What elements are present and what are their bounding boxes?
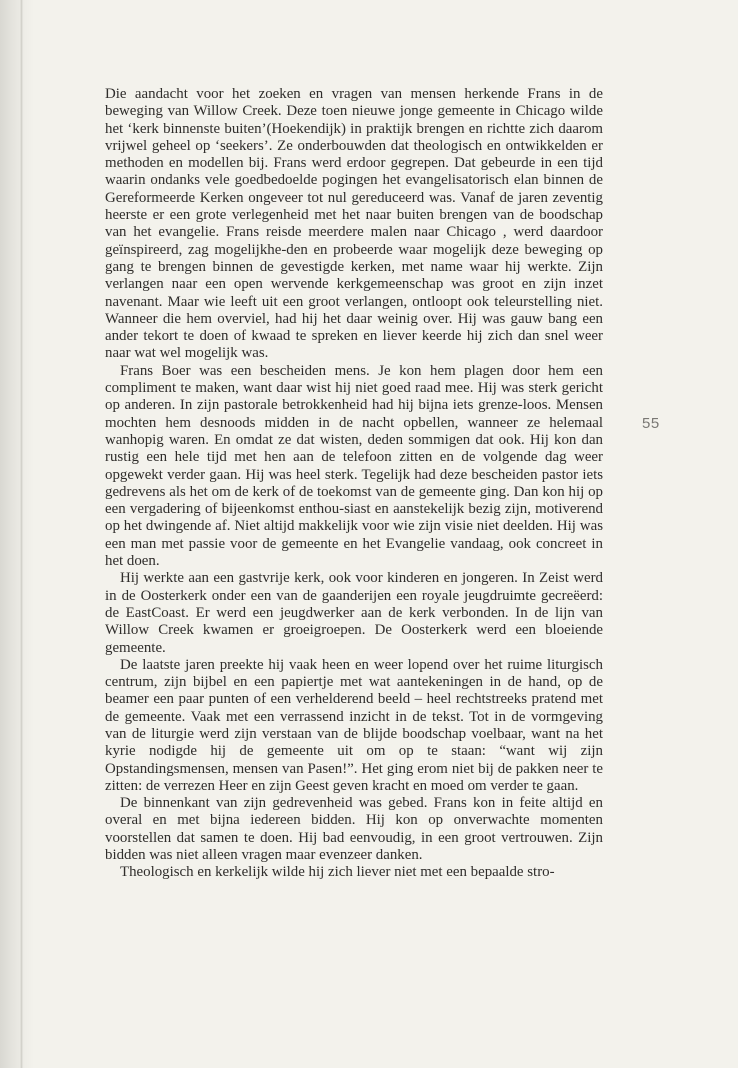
paragraph-gebed: De binnenkant van zijn gedrevenheid was gebed. Frans kon in feite altijd en overal en met bijna iedereen bidden. Hij kon op onverwachte momenten voorstellen dat samen te doen. Hij bad eenvoudig, in een groot vertrouwen. Zijn bidden was niet alleen vragen maar evenzeer danken.: [105, 795, 603, 864]
page-binding-line: [20, 0, 23, 1068]
paragraph-theologisch: Theologisch en kerkelijk wilde hij zich liever niet met een bepaalde stro-: [120, 864, 555, 881]
paragraph-bescheiden-mens: Frans Boer was een bescheiden mens. Je kon hem plagen door hem een compliment te maken, want daar wist hij niet goed raad mee. Hij was sterk gericht op anderen. In zijn pastorale betrokkenheid had hij bijna iets grenze-loos. Mensen mochten hem desnoods midden in de nacht opbellen, wanneer ze helemaal wanhopig waren. En omdat ze dat wisten, deden sommigen dat ook. Hij kon dan rustig een hele tijd met hen aan de telefoon zitten en de volgende dag weer opgewekt verder gaan. Hij was heel sterk. Tegelijk had deze bescheiden pastor iets gedrevens als het om de kerk of de toekomst van de gemeente ging. Dan kon hij op een vergadering of bijeenkomst enthou-siast en aanstekelijk bezig zijn, motiverend op het dwingende af. Niet altijd makkelijk voor wie zijn visie niet deelden. Hij was een man met passie voor de gemeente en het Evangelie vandaag, ook concreet in het doen.: [105, 362, 603, 570]
paragraph-preken: De laatste jaren preekte hij vaak heen en weer lopend over het ruime liturgisch centrum, zijn bijbel en een papiertje met wat aantekeningen in de hand, op de beamer een paar punten of een verhelderend beeld – heel rechtstreeks pratend met de gemeente. Vaak met een verrassend inzicht in de tekst. Tot in de vormgeving van de liturgie werd zijn verstaan van de blijde boodschap voelbaar, want na het kyrie nodigde hij de gemeente uit om op te staan: “want wij zijn Opstandingsmensen, mensen van Pasen!”. Het ging erom niet bij de pakken neer te zitten: de verrezen Heer en zijn Geest geven kracht en moed om verder te gaan.: [105, 656, 603, 794]
page-binding-shadow: [0, 0, 34, 1068]
page-number: 55: [642, 415, 660, 432]
paragraph-gastvrije-kerk: Hij werkte aan een gastvrije kerk, ook voor kinderen en jongeren. In Zeist werd in de Oosterkerk onder een van de gaanderijen een royale jeugdruimte gecreëerd: de EastCoast. Er werd een jeugdwerker aan de kerk verbonden. In de lijn van Willow Creek kwamen er groeigroepen. De Oosterkerk werd een bloeiende gemeente.: [105, 570, 603, 656]
body-text: [105, 86, 603, 882]
paragraph-willow-creek: Die aandacht voor het zoeken en vragen van mensen herkende Frans in de beweging van Willow Creek. Deze toen nieuwe jonge gemeente in Chicago wilde het ‘kerk binnenste buiten’(Hoekendijk) in praktijk brengen en richtte zich daarom vrijwel geheel op ‘seekers’. Ze onderbouwden dat theologisch en ontwikkelden er methoden en modellen bij. Frans werd erdoor gegrepen. Dat gebeurde in een tijd waarin ondanks vele goedbedoelde pogingen het evangelisatorisch elan binnen de Gereformeerde Kerken ongeveer tot nul gereduceerd was. Vanaf de jaren zeventig heerste er een grote verlegenheid met het naar buiten brengen van de boodschap van het evangelie. Frans reisde meerdere malen naar Chicago , werd daardoor geïnspireerd, zag mogelijkhe-den en probeerde waar mogelijk deze beweging op gang te brengen binnen de gevestigde kerken, met name waar hij werkte. Zijn verlangen naar een open wervende kerkgemeenschap was groot en zijn inzet navenant. Maar wie leeft uit een groot verlangen, ontloopt ook teleurstelling niet. Wanneer die hem overviel, had hij het daar weinig over. Hij was gauw bang een ander tekort te doen of kwaad te spreken en liever keerde hij zich dan snel weer naar wat wel mogelijk was.: [105, 86, 603, 362]
